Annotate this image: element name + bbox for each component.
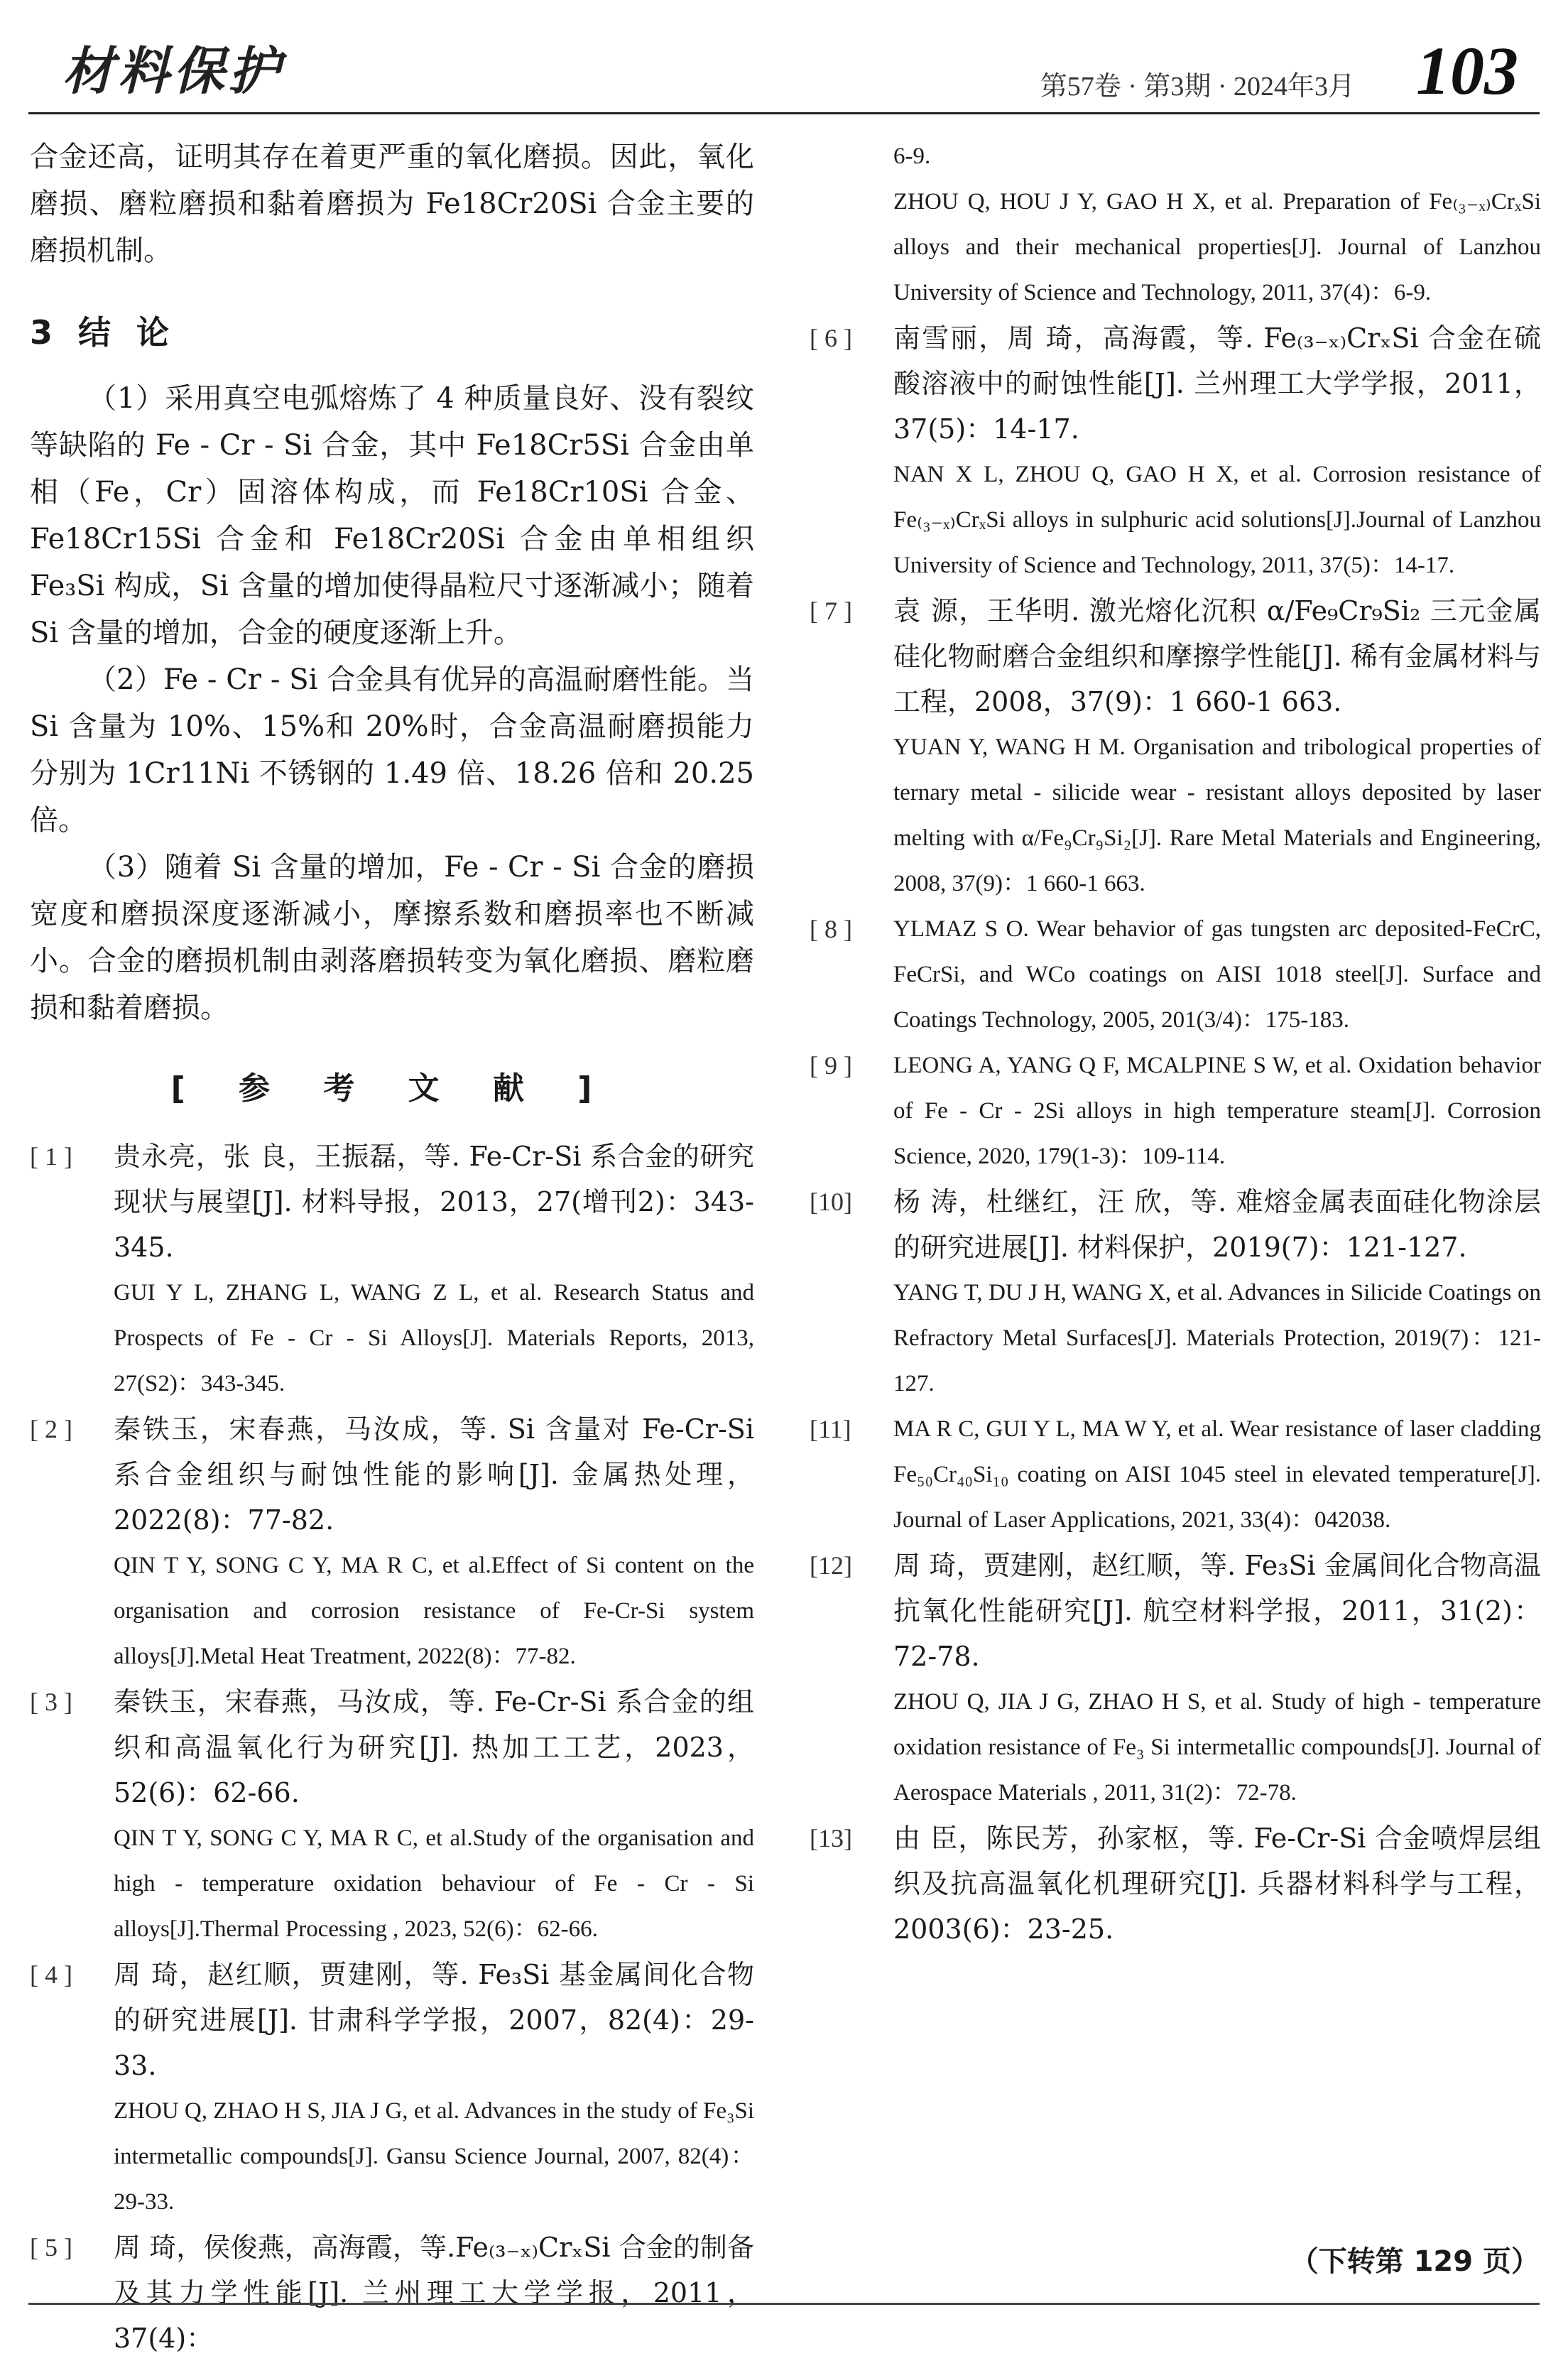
reference-list [30, 1134, 754, 2361]
conclusion-paragraph: （3）随着 Si 含量的增加，Fe - Cr - Si 合金的磨损宽度和磨损深度逐渐减小，摩擦系数和磨损率也不断减小。合金的磨损机制由剥落磨损转变为氧化磨损、磨粒磨损和黏着磨损。 [30, 851, 754, 1024]
reference-chinese: 袁 源，王华明. 激光熔化沉积 α/Fe₉Cr₉Si₂ 三元金属硅化物耐磨合金组织和摩擦学性能[J]. 稀有金属材料与工程，2008，37(9)：1 660-1 663. [893, 595, 1541, 717]
reference-number: [ 2 ] [30, 1415, 72, 1443]
left-column [30, 134, 754, 2361]
reference-chinese: 秦铁玉，宋春燕，马汝成，等. Fe-Cr-Si 系合金的组织和高温氧化行为研究[J]. 热加工工艺，2023，52(6)：62-66. [114, 1686, 754, 1808]
page-header [28, 21, 1540, 109]
reference-english: NAN X L, ZHOU Q, GAO H X, et al. Corrosion resistance of Fe₍₃₋ₓ₎CrₓSi alloys in sulphuric acid solutions[J].Journal of Lanzhou University of Science and Technology, 2011, 37(5)：14-17. [893, 462, 1541, 578]
reference-number: [ 3 ] [30, 1688, 72, 1716]
reference-chinese: 由 臣，陈民芳，孙家枢，等. Fe-Cr-Si 合金喷焊层组织及抗高温氧化机理研究[J]. 兵器材料科学与工程，2003(6)：23-25. [893, 1823, 1541, 1945]
reference-entry [810, 1179, 1541, 1406]
reference-entry [810, 179, 1541, 315]
continue-note: （下转第 129 页） [1290, 2245, 1540, 2278]
reference-chinese: 南雪丽，周 琦，高海霞，等. Fe₍₃₋ₓ₎CrₓSi 合金在硫酸溶液中的耐蚀性能[J]. 兰州理工大学学报，2011，37(5)：14-17. [893, 322, 1541, 445]
reference-chinese: 贵永亮，张 良，王振磊，等. Fe-Cr-Si 系合金的研究现状与展望[J]. 材料导报，2013，27(增刊2)：343-345. [114, 1141, 754, 1263]
reference-english: ZHOU Q, HOU J Y, GAO H X, et al. Preparation of Fe₍₃₋ₓ₎CrₓSi alloys and their mechanical properties[J]. Journal of Lanzhou University of Science and Technology, 2011, 37(4)：6-9. [893, 189, 1541, 305]
reference-entry [810, 1406, 1541, 1543]
reference-number: [ 9 ] [810, 1051, 852, 1080]
reference-english: MA R C, GUI Y L, MA W Y, et al. Wear resistance of laser cladding Fe₅₀Cr₄₀Si₁₀ coating on AISI 1045 steel in elevated temperature[J]. Journal of Laser Applications, 2021, 33(4)：042038. [893, 1416, 1541, 1533]
reference-english: ZHOU Q, ZHAO H S, JIA J G, et al. Advances in the study of Fe₃Si intermetallic compounds[J]. Gansu Science Journal, 2007, 82(4)：29-33. [114, 2098, 754, 2215]
reference-entry [30, 2225, 754, 2361]
reference-list [810, 179, 1541, 1952]
reference-english: YUAN Y, WANG H M. Organisation and tribological properties of ternary metal - silicide wear - resistant alloys deposited by laser melting with α/Fe₉Cr₉Si₂[J]. Rare Metal Materials and Engineering, 2008, 37(9)：1 660-1 663. [893, 734, 1541, 896]
reference-number: [11] [810, 1415, 851, 1443]
reference-english: YLMAZ S O. Wear behavior of gas tungsten arc deposited-FeCrC, FeCrSi, and WCo coatings on AISI 1018 steel[J]. Surface and Coatings Technology, 2005, 201(3/4)：175-183. [893, 916, 1541, 1033]
reference-entry [30, 1406, 754, 1679]
opening-paragraph: 合金还高，证明其存在着更严重的氧化磨损。因此，氧化磨损、磨粒磨损和黏着磨损为 Fe18Cr20Si 合金主要的磨损机制。 [30, 141, 754, 267]
reference-entry [30, 1134, 754, 1406]
reference-number: [ 8 ] [810, 915, 852, 943]
conclusion-paragraph: （1）采用真空电弧熔炼了 4 种质量良好、没有裂纹等缺陷的 Fe - Cr - Si 合金，其中 Fe18Cr5Si 合金由单相（Fe，Cr）固溶体构成，而 Fe18Cr10Si 合金、Fe18Cr15Si 合金和 Fe18Cr20Si 合金由单相组织 Fe₃Si 构成，Si 含量的增加使得晶粒尺寸逐渐减小；随着 Si 含量的增加，合金的硬度逐渐上升。 [30, 382, 754, 649]
reference-english: QIN T Y, SONG C Y, MA R C, et al.Study of the organisation and high - temperature oxidation behaviour of Fe - Cr - Si alloys[J].Thermal Processing , 2023, 52(6)：62-66. [114, 1825, 754, 1942]
reference-chinese: 周 琦，赵红顺，贾建刚，等. Fe₃Si 基金属间化合物的研究进展[J]. 甘肃科学学报，2007，82(4)：29-33. [114, 1959, 754, 2081]
footer-divider [28, 2303, 1540, 2305]
reference-number: [10] [810, 1188, 852, 1216]
reference-entry [810, 315, 1541, 588]
reference-entry [810, 1043, 1541, 1179]
conclusion-paragraph: （2）Fe - Cr - Si 合金具有优异的高温耐磨性能。当 Si 含量为 10%、15%和 20%时，合金高温耐磨损能力分别为 1Cr11Ni 不锈钢的 1.49 倍、18.26 倍和 20.25 倍。 [30, 663, 754, 837]
reference-chinese: 周 琦，侯俊燕，高海霞，等.Fe₍₃₋ₓ₎CrₓSi 合金的制备及其力学性能[J]. 兰州理工大学学报，2011，37(4)： [114, 2232, 754, 2354]
right-column [810, 134, 1541, 1952]
reference-number: [13] [810, 1824, 852, 1852]
reference-chinese: 周 琦，贾建刚，赵红顺，等. Fe₃Si 金属间化合物高温抗氧化性能研究[J]. 航空材料学报，2011，31(2)：72-78. [893, 1550, 1541, 1672]
reference-number: [ 4 ] [30, 1960, 72, 1989]
reference-english: YANG T, DU J H, WANG X, et al. Advances in Silicide Coatings on Refractory Metal Surfaces[J]. Materials Protection, 2019(7)：121-127. [893, 1280, 1541, 1396]
reference-number: [ 7 ] [810, 597, 852, 625]
page-number: 103 [1416, 33, 1518, 109]
section-title: 3 结 论 [30, 313, 177, 352]
reference-entry [810, 1815, 1541, 1952]
issue-info: 第57卷 · 第3期 · 2024年3月 [1040, 72, 1355, 102]
reference-english: GUI Y L, ZHANG L, WANG Z L, et al. Research Status and Prospects of Fe - Cr - Si Alloys[J]. Materials Reports, 2013, 27(S2)：343-345. [114, 1280, 754, 1396]
reference-entry [30, 1952, 754, 2225]
reference-number: [ 6 ] [810, 324, 852, 352]
reference-entry [810, 906, 1541, 1043]
header-divider [28, 112, 1540, 114]
reference-english: ZHOU Q, JIA J G, ZHAO H S, et al. Study of high - temperature oxidation resistance of Fe₃ Si intermetallic compounds[J]. Journal of Aerospace Materials , 2011, 31(2)：72-78. [893, 1689, 1541, 1806]
reference-number: [ 1 ] [30, 1142, 72, 1171]
reference-english: LEONG A, YANG Q F, MCALPINE S W, et al. Oxidation behavior of Fe - Cr - 2Si alloys in high temperature steam[J]. Corrosion Science, 2020, 179(1-3)：109-114. [893, 1053, 1541, 1169]
reference-number: [ 5 ] [30, 2233, 72, 2262]
reference-entry [810, 1543, 1541, 1815]
reference-entry [810, 588, 1541, 906]
continued-text: 6-9. [893, 143, 931, 169]
reference-number: [12] [810, 1551, 852, 1580]
reference-number [810, 179, 893, 315]
reference-chinese: 秦铁玉，宋春燕，马汝成，等. Si 含量对 Fe-Cr-Si 系合金组织与耐蚀性能的影响[J]. 金属热处理，2022(8)：77-82. [114, 1413, 754, 1536]
journal-logo: 材料保护 [62, 40, 285, 101]
reference-entry [30, 1679, 754, 1952]
reference-chinese: 杨 涛，杜继红，汪 欣，等. 难熔金属表面硅化物涂层的研究进展[J]. 材料保护，2019(7)：121-127. [893, 1186, 1541, 1263]
reference-english: QIN T Y, SONG C Y, MA R C, et al.Effect of Si content on the organisation and corrosion resistance of Fe-Cr-Si system alloys[J].Metal Heat Treatment, 2022(8)：77-82. [114, 1553, 754, 1669]
references-title: [ 参 考 文 献 ] [170, 1070, 614, 1107]
